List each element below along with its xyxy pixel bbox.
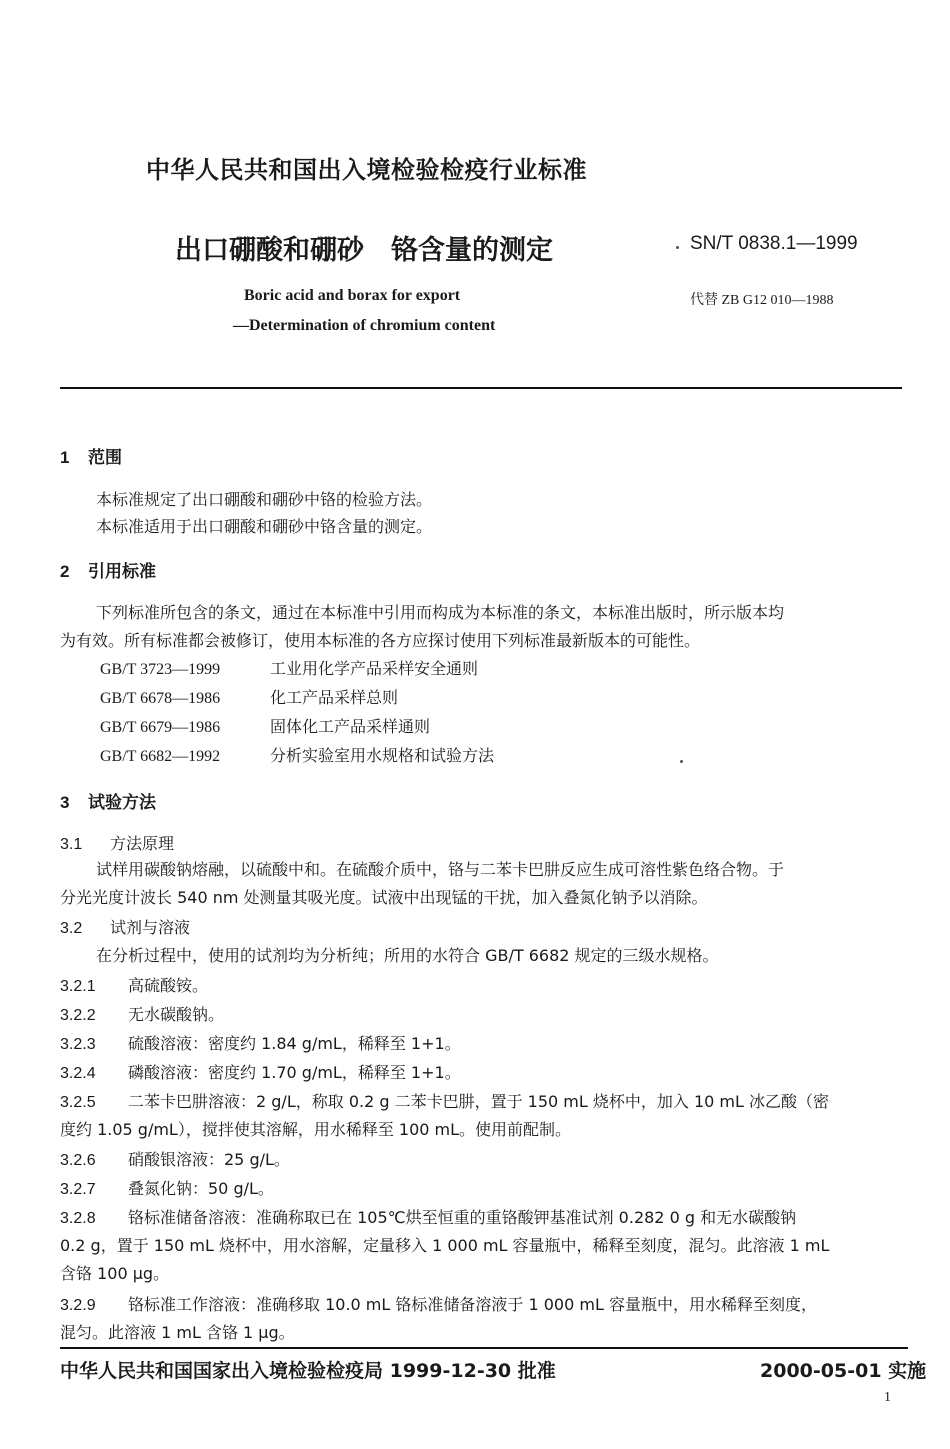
paragraph: 本标准适用于出口硼酸和硼砂中铬含量的测定。	[96, 517, 433, 536]
subsection-3-1-heading	[60, 831, 174, 854]
footer-divider	[60, 1347, 908, 1349]
clause-item	[60, 1147, 290, 1170]
replaces-standard: 代替 ZB G12 010—1988	[690, 293, 834, 308]
subsection-number: 3.2	[60, 920, 83, 937]
clause-continuation: 混匀。此溶液 1 mL 含铬 1 μg。	[60, 1323, 295, 1342]
clause-continuation: 度约 1.05 g/mL），搅拌使其溶解，用水稀释至 100 mL。使用前配制。	[60, 1120, 572, 1139]
clause-item	[60, 1002, 224, 1025]
reference-title: 分析实验室用水规格和试验方法	[270, 746, 495, 765]
reference-title: 固体化工产品采样通则	[270, 717, 431, 736]
reference-code: GB/T 3723—1999	[100, 661, 221, 678]
paragraph: 本标准规定了出口硼酸和硼砂中铬的检验方法。	[96, 490, 433, 509]
standard-number: SN/T 0838.1—1999	[690, 233, 858, 254]
section-title: 引用标准	[88, 562, 156, 582]
section-2-heading	[60, 557, 156, 582]
paragraph: 下列标准所包含的条文，通过在本标准中引用而构成为本标准的条文，本标准出版时，所示版本均	[96, 603, 785, 622]
clause-text: 硝酸银溶液：25 g/L。	[128, 1150, 290, 1169]
reference-item	[100, 656, 478, 679]
reference-item	[100, 714, 430, 737]
section-1-heading	[60, 443, 122, 468]
section-title: 试验方法	[88, 793, 156, 813]
document-title-cn: 出口硼酸和硼砂 铬含量的测定	[175, 235, 553, 266]
clause-item	[60, 1176, 274, 1199]
subsection-number: 3.1	[60, 836, 83, 853]
clause-text: 硫酸溶液：密度约 1.84 g/mL，稀释至 1+1。	[128, 1034, 461, 1053]
reference-code: GB/T 6679—1986	[100, 719, 221, 736]
paragraph: 在分析过程中，使用的试剂均为分析纯；所用的水符合 GB/T 6682 规定的三级水规格。	[96, 946, 719, 965]
clause-item	[60, 1089, 829, 1112]
clause-item	[60, 1060, 461, 1083]
clause-continuation: 含铬 100 μg。	[60, 1264, 170, 1283]
section-number: 2	[60, 562, 70, 581]
paragraph: 为有效。所有标准都会被修订，使用本标准的各方应探讨使用下列标准最新版本的可能性。	[60, 631, 701, 650]
document-title-en-line2: —Determination of chromium content	[233, 317, 496, 334]
reference-title: 工业用化学产品采样安全通则	[270, 659, 479, 678]
subsection-title: 试剂与溶液	[110, 918, 191, 937]
clause-number: 3.2.6	[60, 1152, 96, 1169]
clause-item	[60, 973, 208, 996]
reference-code: GB/T 6678—1986	[100, 690, 221, 707]
subsection-title: 方法原理	[110, 834, 175, 853]
section-3-heading	[60, 788, 156, 813]
reference-code: GB/T 6682—1992	[100, 748, 221, 765]
clause-text: 磷酸溶液：密度约 1.70 g/mL，稀释至 1+1。	[128, 1063, 461, 1082]
clause-number: 3.2.9	[60, 1297, 96, 1314]
clause-item	[60, 1205, 796, 1228]
issuing-organization: 中华人民共和国出入境检验检疫行业标准	[146, 156, 587, 184]
clause-number: 3.2.8	[60, 1210, 96, 1227]
header-divider	[60, 387, 902, 389]
reference-item	[100, 743, 494, 766]
clause-text: 二苯卡巴肼溶液：2 g/L，称取 0.2 g 二苯卡巴肼，置于 150 mL 烧杯中，加入 10 mL 冰乙酸（密	[128, 1092, 830, 1111]
clause-number: 3.2.7	[60, 1181, 96, 1198]
clause-text: 叠氮化钠：50 g/L。	[128, 1179, 274, 1198]
clause-number: 3.2.3	[60, 1036, 96, 1053]
page-number: 1	[884, 1390, 891, 1405]
clause-text: 铬标准工作溶液：准确移取 10.0 mL 铬标准储备溶液于 1 000 mL 容量瓶中，用水稀释至刻度，	[128, 1295, 817, 1314]
clause-number: 3.2.2	[60, 1007, 96, 1024]
scan-speck	[676, 246, 679, 249]
subsection-3-2-heading	[60, 915, 190, 938]
clause-text: 铬标准储备溶液：准确称取已在 105℃烘至恒重的重铬酸钾基准试剂 0.282 0 g 和无水碳酸钠	[128, 1208, 797, 1227]
clause-number: 3.2.5	[60, 1094, 96, 1111]
clause-continuation: 0.2 g，置于 150 mL 烧杯中，用水溶解，定量移入 1 000 mL 容量瓶中，稀释至刻度，混匀。此溶液 1 mL	[60, 1236, 830, 1255]
approval-statement: 中华人民共和国国家出入境检验检疫局 1999-12-30 批准	[60, 1360, 556, 1382]
document-title-en-line1: Boric acid and borax for export	[244, 287, 461, 304]
paragraph: 试样用碳酸钠熔融，以硫酸中和。在硫酸介质中，铬与二苯卡巴肼反应生成可溶性紫色络合物。于	[96, 860, 785, 879]
section-title: 范围	[88, 448, 122, 468]
clause-item	[60, 1031, 461, 1054]
reference-item	[100, 685, 398, 708]
clause-text: 高硫酸铵。	[128, 976, 209, 995]
reference-title: 化工产品采样总则	[270, 688, 399, 707]
effective-date: 2000-05-01 实施	[760, 1360, 927, 1382]
clause-number: 3.2.4	[60, 1065, 96, 1082]
clause-item	[60, 1292, 817, 1315]
clause-number: 3.2.1	[60, 978, 96, 995]
section-number: 3	[60, 793, 70, 812]
scan-speck	[680, 760, 683, 763]
paragraph: 分光光度计波长 540 nm 处测量其吸光度。试液中出现锰的干扰，加入叠氮化钠予以消除。	[60, 888, 708, 907]
section-number: 1	[60, 448, 70, 467]
clause-text: 无水碳酸钠。	[128, 1005, 225, 1024]
